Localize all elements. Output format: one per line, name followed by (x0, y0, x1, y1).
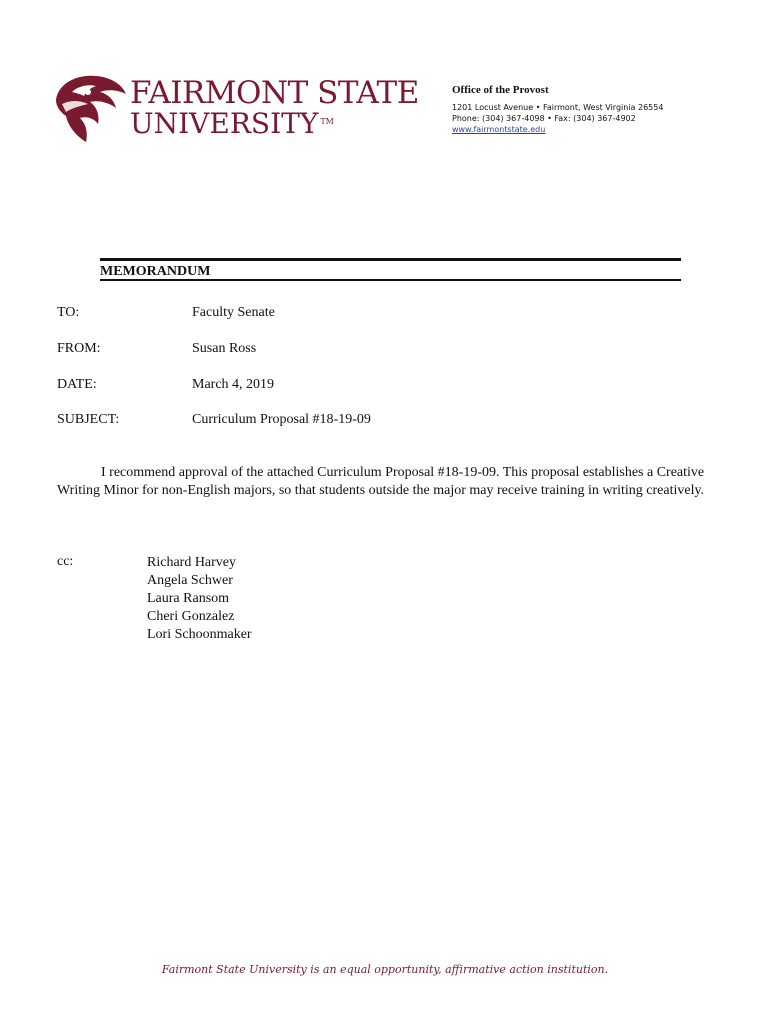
cc-label: cc: (57, 554, 74, 569)
date-value: March 4, 2019 (192, 377, 275, 392)
to-value: Faculty Senate (192, 305, 275, 320)
date-label: DATE: (57, 377, 97, 392)
office-website-link[interactable]: www.fairmontstate.edu (452, 125, 546, 134)
cc-recipient: Cheri Gonzalez (147, 609, 235, 624)
memo-title: MEMORANDUM (100, 264, 211, 279)
falcon-head-icon (52, 70, 128, 146)
footer-statement: Fairmont State University is an equal opportunity, affirmative action institution. (161, 963, 609, 976)
cc-list (147, 554, 252, 644)
office-address: 1201 Locust Avenue • Fairmont, West Virginia 26554 (452, 103, 664, 112)
office-title: Office of the Provost (452, 84, 549, 96)
cc-recipient: Richard Harvey (147, 555, 237, 570)
from-label: FROM: (57, 341, 101, 356)
logo-wordmark-university: UNIVERSITY (130, 107, 319, 140)
from-value: Susan Ross (192, 341, 257, 356)
office-phone-fax: Phone: (304) 367-4098 • Fax: (304) 367-4902 (452, 114, 636, 123)
office-address-block (452, 84, 752, 135)
logo-wordmark-line1: FAIRMONT STATE (130, 75, 419, 111)
cc-recipient: Laura Ransom (147, 591, 230, 606)
cc-recipient: Lori Schoonmaker (147, 627, 252, 642)
university-logo (52, 70, 417, 146)
memo-rule-top (100, 258, 681, 261)
memo-rule-bottom (100, 279, 681, 281)
trademark-symbol: TM (320, 117, 334, 126)
memo-body: I recommend approval of the attached Curriculum Proposal #18-19-09. This proposal establishes a Creative Writing Minor for non-English majors, so that students outside the major may receive training in writing creatively. (57, 465, 705, 498)
to-label: TO: (57, 305, 80, 320)
logo-wordmark-line2 (130, 107, 334, 140)
cc-recipient: Angela Schwer (147, 573, 233, 588)
subject-value: Curriculum Proposal #18-19-09 (192, 412, 371, 427)
subject-label: SUBJECT: (57, 412, 120, 427)
